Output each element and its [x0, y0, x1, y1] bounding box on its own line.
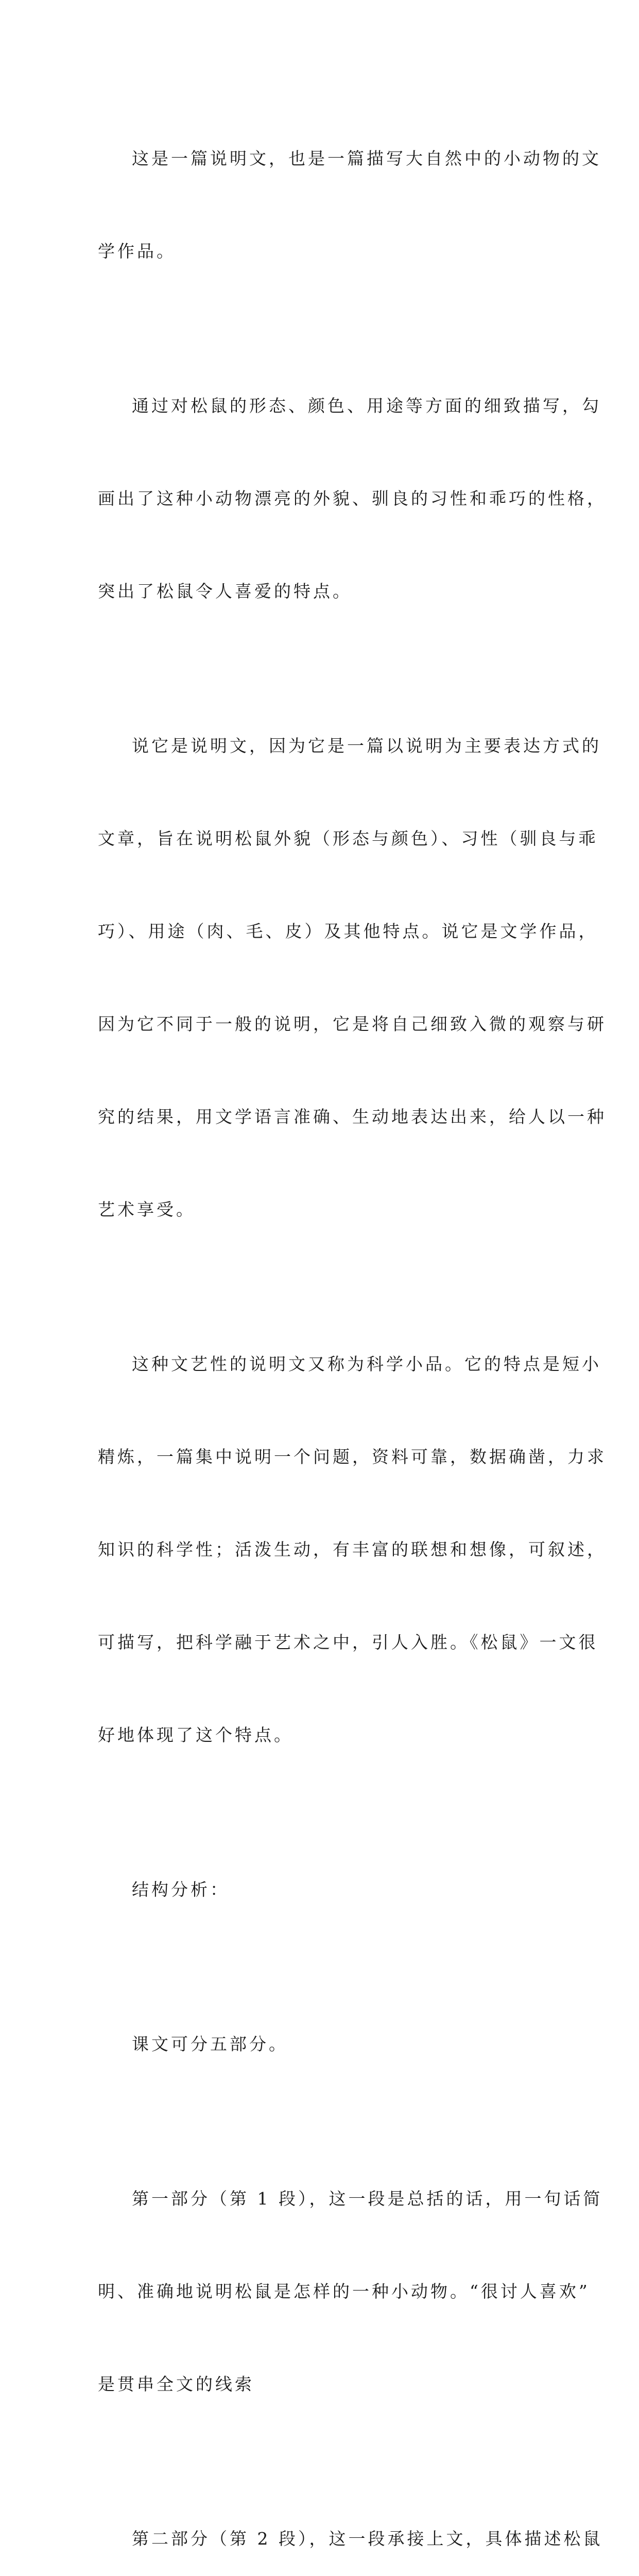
paragraph-2	[98, 329, 607, 669]
text-line: 课文可分五部分。	[132, 2034, 288, 2054]
text-line: 这是一篇说明文，也是一篇描写大自然中的小动物的文	[132, 148, 601, 168]
text-line: 文章，旨在说明松鼠外貌（形态与颜色）、习性（驯良与乖	[98, 828, 598, 849]
paragraph-3	[98, 669, 607, 1287]
paragraph-1	[98, 81, 601, 329]
paragraph-6	[98, 1967, 542, 2122]
text-line: 学作品。	[98, 241, 176, 261]
paragraph-5	[98, 1812, 542, 1967]
text-line: 第二部分（第 2 段），这一段承接上文，具体描述松鼠	[132, 2529, 603, 2549]
text-line: 巧）、用途（肉、毛、皮）及其他特点。说它是文学作品，	[98, 921, 598, 941]
text-line: 因为它不同于一般的说明，它是将自己细致入微的观察与研	[98, 1014, 607, 1034]
paragraph-7	[98, 2122, 603, 2462]
text-line: 结构分析：	[132, 1879, 230, 1900]
text-line: 画出了这种小动物漂亮的外貌、驯良的习性和乖巧的性格，	[98, 488, 607, 509]
text-line: 精炼，一篇集中说明一个问题，资料可靠，数据确凿，力求	[98, 1447, 607, 1467]
text-line: 知识的科学性；活泼生动，有丰富的联想和想像，可叙述，	[98, 1539, 607, 1560]
paragraph-8	[98, 2462, 603, 2576]
text-line: 这种文艺性的说明文又称为科学小品。它的特点是短小	[132, 1354, 601, 1374]
text-line: 通过对松鼠的形态、颜色、用途等方面的细致描写，勾	[132, 396, 601, 416]
text-line: 可描写，把科学融于艺术之中，引人入胜。《松鼠》一文很	[98, 1632, 598, 1652]
text-line: 说它是说明文，因为它是一篇以说明为主要表达方式的	[132, 736, 601, 756]
document-body	[98, 81, 607, 2576]
text-line: 第一部分（第 1 段），这一段是总括的话，用一句话简	[132, 2189, 603, 2209]
text-line: 艺术享受。	[98, 1199, 196, 1219]
text-line: 好地体现了这个特点。	[98, 1725, 293, 1745]
text-line: 突出了松鼠令人喜爱的特点。	[98, 581, 352, 601]
paragraph-4	[98, 1287, 607, 1812]
text-line: 是贯串全文的线索	[98, 2374, 254, 2394]
text-line: 究的结果，用文学语言准确、生动地表达出来，给人以一种	[98, 1107, 607, 1127]
text-line: 明、准确地说明松鼠是怎样的一种小动物。“很讨人喜欢”	[98, 2281, 590, 2301]
